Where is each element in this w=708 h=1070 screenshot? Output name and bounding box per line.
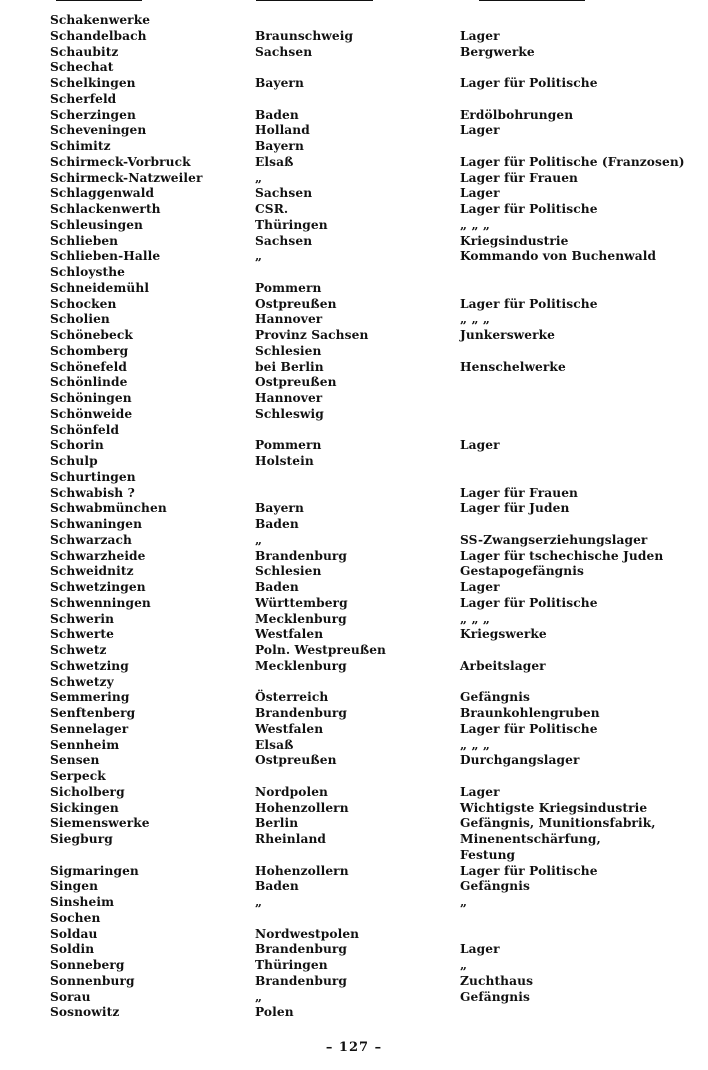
region-name: Schleswig (255, 406, 324, 421)
place-name: Soldau (50, 926, 98, 941)
camp-note: Gefängnis, Munitionsfabrik, (460, 816, 656, 831)
camp-note: Braunkohlengruben (460, 706, 600, 720)
camp-note: Lager für Politische (460, 721, 598, 736)
place-name: Sigmaringen (50, 863, 139, 878)
place-name: Schwabish ? (50, 485, 135, 500)
list-item (0, 722, 708, 738)
list-item (0, 297, 708, 313)
region-name: Schlesien (255, 564, 322, 579)
region-name: Westfalen (255, 627, 324, 642)
place-name: Schloysthe (50, 265, 126, 279)
list-item (0, 281, 708, 297)
list-item (0, 76, 708, 92)
list-item (0, 612, 708, 628)
camp-note: Kriegsindustrie (460, 233, 569, 248)
region-name: Pommern (255, 438, 322, 453)
region-name: Ostpreußen (255, 753, 337, 768)
place-name: Sennelager (50, 721, 129, 736)
place-name: Schwetzing (50, 658, 129, 673)
list-item (0, 202, 708, 218)
place-name: Schwarzheide (50, 548, 146, 563)
region-name: Baden (255, 879, 299, 894)
list-item (0, 596, 708, 612)
list-item (0, 312, 708, 328)
place-list (0, 13, 708, 1021)
region-name: Nordwestpolen (255, 926, 360, 941)
camp-note: „ (460, 958, 468, 972)
camp-note: Henschelwerke (460, 359, 566, 374)
region-name: Provinz Sachsen (255, 328, 369, 342)
place-name: Siegburg (50, 832, 113, 846)
place-name: Schwetz (50, 643, 107, 657)
camp-note: Bergwerke (460, 44, 535, 59)
camp-note: Wichtigste Kriegsindustrie (460, 800, 648, 815)
list-item (0, 486, 708, 502)
camp-note: Lager für tschechische Juden (460, 548, 664, 563)
camp-note: Kriegswerke (460, 627, 547, 642)
list-item (0, 580, 708, 596)
list-item (0, 848, 708, 864)
list-item (0, 13, 708, 29)
column-rule-1 (56, 0, 142, 1)
region-name: „ (255, 249, 263, 264)
list-item (0, 155, 708, 171)
list-item (0, 171, 708, 187)
camp-note: Gefängnis (460, 690, 530, 705)
list-item (0, 92, 708, 108)
list-item (0, 832, 708, 848)
place-name: Senftenberg (50, 706, 136, 720)
region-name: CSR. (255, 202, 289, 216)
camp-note: Lager für Politische (460, 296, 598, 311)
place-name: Siemenswerke (50, 816, 150, 831)
list-item (0, 438, 708, 454)
place-name: Schöningen (50, 391, 132, 405)
place-name: Schlieben-Halle (50, 249, 161, 264)
place-name: Schlaggenwald (50, 186, 155, 201)
place-name: Sinsheim (50, 895, 115, 909)
place-name: Schirmeck-Natzweiler (50, 170, 203, 185)
camp-note: Lager für Politische (460, 202, 598, 216)
region-name: Elsaß (255, 737, 294, 752)
list-item (0, 958, 708, 974)
list-item (0, 218, 708, 234)
place-name: Schurtingen (50, 469, 136, 484)
place-name: Schneidemühl (50, 280, 150, 295)
region-name: Brandenburg (255, 548, 348, 563)
list-item (0, 234, 708, 250)
list-item (0, 659, 708, 675)
region-name: „ (255, 989, 263, 1004)
camp-note: Gefängnis (460, 989, 530, 1004)
region-name: Mecklenburg (255, 658, 347, 673)
list-item (0, 643, 708, 659)
place-name: Schwetzingen (50, 580, 146, 594)
place-name: Schandelbach (50, 28, 147, 43)
region-name: Thüringen (255, 217, 328, 232)
place-name: Schimitz (50, 139, 111, 153)
list-item (0, 927, 708, 943)
camp-note: Lager (460, 580, 500, 594)
camp-note: Arbeitslager (460, 658, 546, 673)
place-name: Schakenwerke (50, 13, 151, 27)
list-item (0, 360, 708, 376)
place-name: Sorau (50, 989, 91, 1004)
region-name: Hannover (255, 312, 323, 327)
region-name: Westfalen (255, 721, 324, 736)
place-name: Scheveningen (50, 123, 147, 138)
camp-note: Kommando von Buchenwald (460, 249, 657, 264)
camp-note: Lager für Frauen (460, 170, 579, 185)
place-name: Schwarzach (50, 532, 132, 547)
place-name: Schechat (50, 60, 114, 75)
list-item (0, 549, 708, 565)
camp-note: Lager (460, 784, 500, 799)
region-name: Baden (255, 107, 299, 122)
region-name: Poln. Westpreußen (255, 643, 387, 657)
place-name: Schwabmünchen (50, 501, 167, 516)
camp-note: Lager (460, 438, 500, 453)
list-item (0, 879, 708, 895)
place-name: Sennheim (50, 737, 120, 752)
place-name: Scholien (50, 312, 110, 327)
list-item (0, 801, 708, 817)
region-name: Baden (255, 517, 299, 531)
region-name: Österreich (255, 690, 329, 705)
list-item (0, 785, 708, 801)
camp-note: Lager (460, 186, 500, 201)
page-number: – 127 – (325, 1040, 383, 1055)
list-item (0, 690, 708, 706)
list-item (0, 123, 708, 139)
list-item (0, 454, 708, 470)
region-name: Nordpolen (255, 784, 329, 799)
place-name: Schirmeck-Vorbruck (50, 154, 191, 169)
region-name: „ (255, 532, 263, 547)
place-name: Schlackenwerth (50, 202, 161, 216)
camp-note: Lager für Politische (460, 76, 598, 90)
region-name: Holland (255, 123, 310, 138)
camp-note: Zuchthaus (460, 973, 534, 988)
list-item (0, 942, 708, 958)
region-name: bei Berlin (255, 359, 324, 374)
camp-note: „ „ „ (460, 611, 491, 626)
region-name: Bayern (255, 139, 304, 153)
list-item (0, 627, 708, 643)
place-name: Semmering (50, 690, 130, 705)
place-name: Schönfeld (50, 422, 120, 437)
place-name: Schönweide (50, 406, 133, 421)
list-item (0, 706, 708, 722)
list-item (0, 990, 708, 1006)
place-name: Schönebeck (50, 328, 133, 342)
column-rule-2 (256, 0, 373, 1)
place-name: Singen (50, 879, 99, 894)
region-name: Pommern (255, 280, 322, 295)
place-name: Schulp (50, 454, 98, 468)
list-item (0, 816, 708, 832)
camp-note: Lager für Frauen (460, 485, 579, 500)
camp-note: Junkerswerke (460, 328, 556, 342)
list-item (0, 108, 708, 124)
place-name: Schwenningen (50, 595, 151, 610)
region-name: Hannover (255, 391, 323, 405)
list-item (0, 45, 708, 61)
list-item (0, 564, 708, 580)
place-name: Sosnowitz (50, 1005, 120, 1020)
camp-note: „ „ „ (460, 312, 491, 327)
place-name: Schorin (50, 438, 104, 453)
place-name: Sonneberg (50, 958, 125, 972)
place-name: Schocken (50, 296, 117, 311)
list-item (0, 864, 708, 880)
list-item (0, 60, 708, 76)
place-name: Scherzingen (50, 107, 136, 122)
place-name: Schelkingen (50, 76, 136, 90)
list-item (0, 407, 708, 423)
region-name: Ostpreußen (255, 296, 337, 311)
list-item (0, 186, 708, 202)
list-item (0, 1005, 708, 1021)
place-name: Schweidnitz (50, 564, 134, 579)
region-name: Mecklenburg (255, 611, 347, 626)
list-item (0, 501, 708, 517)
list-item (0, 753, 708, 769)
region-name: Rheinland (255, 832, 327, 846)
region-name: Brandenburg (255, 706, 348, 720)
column-rule-3 (479, 0, 585, 1)
place-name: Sochen (50, 910, 101, 925)
region-name: Thüringen (255, 958, 328, 972)
camp-note: „ „ „ (460, 737, 491, 752)
camp-note: Lager für Juden (460, 501, 570, 516)
list-item (0, 974, 708, 990)
place-name: Schleusingen (50, 217, 144, 232)
region-name: Sachsen (255, 186, 313, 201)
region-name: Ostpreußen (255, 375, 337, 390)
place-name: Serpeck (50, 769, 106, 783)
region-name: Brandenburg (255, 942, 348, 957)
region-name: Schlesien (255, 343, 322, 358)
place-name: Sonnenburg (50, 973, 135, 988)
place-name: Schlieben (50, 233, 119, 248)
region-name: „ (255, 895, 263, 909)
camp-note: SS-Zwangserziehungslager (460, 532, 648, 547)
list-item (0, 375, 708, 391)
list-item (0, 265, 708, 281)
list-item (0, 139, 708, 155)
list-item (0, 517, 708, 533)
list-item (0, 391, 708, 407)
region-name: Bayern (255, 76, 304, 90)
region-name: Braunschweig (255, 28, 354, 43)
place-name: Schwetzy (50, 674, 114, 689)
camp-note: Gefängnis (460, 879, 530, 894)
camp-note: „ (460, 895, 468, 909)
list-item (0, 470, 708, 486)
region-name: Sachsen (255, 233, 313, 248)
place-name: Schönefeld (50, 359, 127, 374)
camp-note: Festung (460, 847, 516, 862)
camp-note: Erdölbohrungen (460, 107, 574, 122)
camp-note: Gestapogefängnis (460, 564, 584, 579)
place-name: Schomberg (50, 343, 129, 358)
region-name: Holstein (255, 454, 314, 468)
region-name: Polen (255, 1005, 294, 1020)
place-name: Scherfeld (50, 91, 117, 106)
list-item (0, 911, 708, 927)
list-item (0, 344, 708, 360)
list-item (0, 738, 708, 754)
camp-note: Durchgangslager (460, 753, 580, 768)
place-name: Soldin (50, 942, 95, 957)
region-name: Sachsen (255, 44, 313, 59)
camp-note: Lager für Politische (Franzosen) (460, 154, 685, 169)
region-name: Baden (255, 580, 299, 594)
region-name: Brandenburg (255, 973, 348, 988)
camp-note: Lager (460, 942, 500, 957)
place-name: Sensen (50, 753, 100, 768)
list-item (0, 249, 708, 265)
region-name: Württemberg (255, 595, 348, 610)
place-name: Schaubitz (50, 44, 119, 59)
region-name: Elsaß (255, 154, 294, 169)
list-item (0, 769, 708, 785)
place-name: Sickingen (50, 800, 119, 815)
camp-note: Lager für Politische (460, 595, 598, 610)
place-name: Sicholberg (50, 784, 125, 799)
region-name: Hohenzollern (255, 800, 349, 815)
list-item (0, 895, 708, 911)
list-item (0, 675, 708, 691)
camp-note: Minenentschärfung, (460, 832, 601, 846)
list-item (0, 533, 708, 549)
camp-note: Lager für Politische (460, 863, 598, 878)
list-item (0, 423, 708, 439)
camp-note: „ „ „ (460, 217, 491, 232)
place-name: Schwerte (50, 627, 114, 642)
camp-note: Lager (460, 123, 500, 138)
region-name: Hohenzollern (255, 863, 349, 878)
region-name: Berlin (255, 816, 299, 831)
camp-note: Lager (460, 28, 500, 43)
place-name: Schwerin (50, 611, 115, 626)
place-name: Schönlinde (50, 375, 128, 390)
region-name: Bayern (255, 501, 304, 516)
list-item (0, 328, 708, 344)
place-name: Schwaningen (50, 517, 143, 531)
list-item (0, 29, 708, 45)
region-name: „ (255, 170, 263, 185)
